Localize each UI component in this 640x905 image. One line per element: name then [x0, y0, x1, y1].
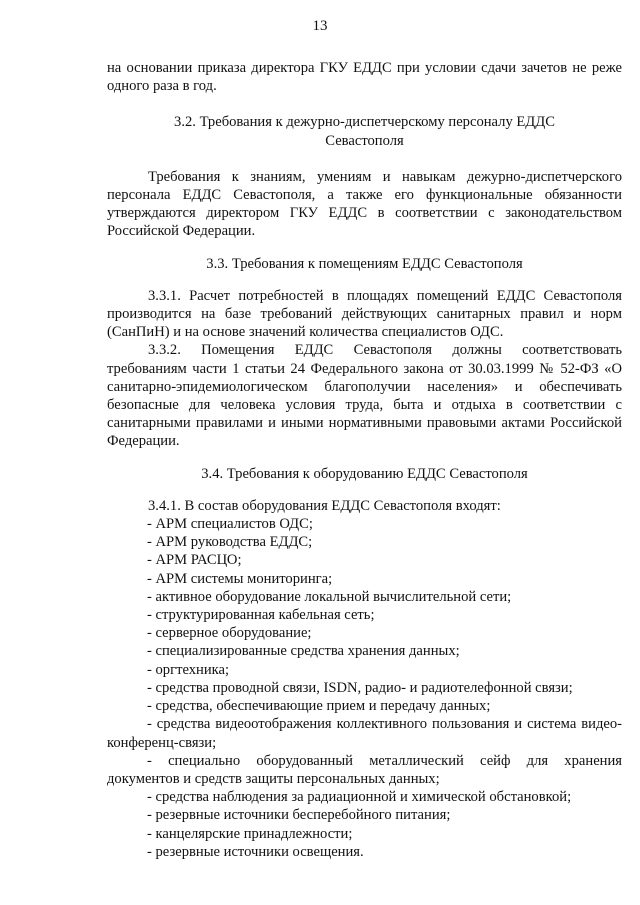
list-item: - активное оборудование локальной вычислительной сети; — [147, 588, 512, 605]
paragraph-3-2: Требования к знаниям, умениям и навыкам дежурно-диспетчерского персонала ЕДДС Севастополя, а также его функциональные обязанности утверждаются директором ГКУ ЕДДС в соответствии с законодательством Российской Федерации. — [107, 168, 622, 240]
equipment-list — [107, 515, 622, 861]
heading-3-2: 3.2. Требования к дежурно-диспетчерскому персоналу ЕДДС Севастополя — [174, 114, 555, 149]
list-item: - резервные источники освещения. — [147, 843, 364, 860]
list-item: - оргтехника; — [147, 661, 230, 678]
paragraph-3-3-1: 3.3.1. Расчет потребностей в площадях помещений ЕДДС Севастополя производится на базе требований действующих санитарных правил и норм (СанПиН) и на основе значений количества специалистов ОДС. — [107, 287, 622, 341]
list-item: - АРМ РАСЦО; — [147, 552, 242, 569]
list-item: - канцелярские принадлежности; — [147, 825, 353, 842]
list-item: - средства, обеспечивающие прием и передачу данных; — [147, 698, 491, 715]
page-number: 13 — [312, 18, 328, 34]
list-item: - специализированные средства хранения данных; — [147, 643, 460, 660]
paragraph-3-3-2: 3.3.2. Помещения ЕДДС Севастополя должны соответствовать требованиям части 1 статьи 24 Федерального закона от 30.03.1999 № 52-ФЗ «О санитарно-эпидемиологическом благополучии населения» и обеспечивать безопасные для человека условия труда, быта и отдыха в соответствии с санитарными правилами и иными нормативными правовыми актами Российской Федерации. — [107, 342, 622, 450]
intro-paragraph: на основании приказа директора ГКУ ЕДДС при условии сдачи зачетов не реже одного раза в год. — [107, 60, 622, 95]
list-item: - АРМ системы мониторинга; — [147, 570, 333, 587]
page-content — [107, 59, 622, 861]
list-item: - специально оборудованный металлический сейф для хранения документов и средств защиты персональных данных; — [107, 752, 622, 787]
list-item: - средства наблюдения за радиационной и химической обстановкой; — [147, 789, 572, 806]
list-item: - средства видеоотображения коллективного пользования и система видео-конференц-связи; — [107, 716, 622, 751]
heading-3-3: 3.3. Требования к помещениям ЕДДС Севастополя — [206, 255, 523, 272]
paragraph-3-4-1: 3.4.1. В состав оборудования ЕДДС Севастополя входят: — [148, 497, 501, 514]
list-item: - структурированная кабельная сеть; — [147, 607, 375, 624]
heading-3-4: 3.4. Требования к оборудованию ЕДДС Севастополя — [201, 465, 528, 482]
list-item: - средства проводной связи, ISDN, радио- и радиотелефонной связи; — [147, 679, 573, 696]
list-item: - АРМ руководства ЕДДС; — [147, 534, 313, 551]
list-item: - серверное оборудование; — [147, 625, 312, 642]
list-item: - АРМ специалистов ОДС; — [147, 516, 313, 533]
list-item: - резервные источники бесперебойного питания; — [147, 807, 451, 824]
